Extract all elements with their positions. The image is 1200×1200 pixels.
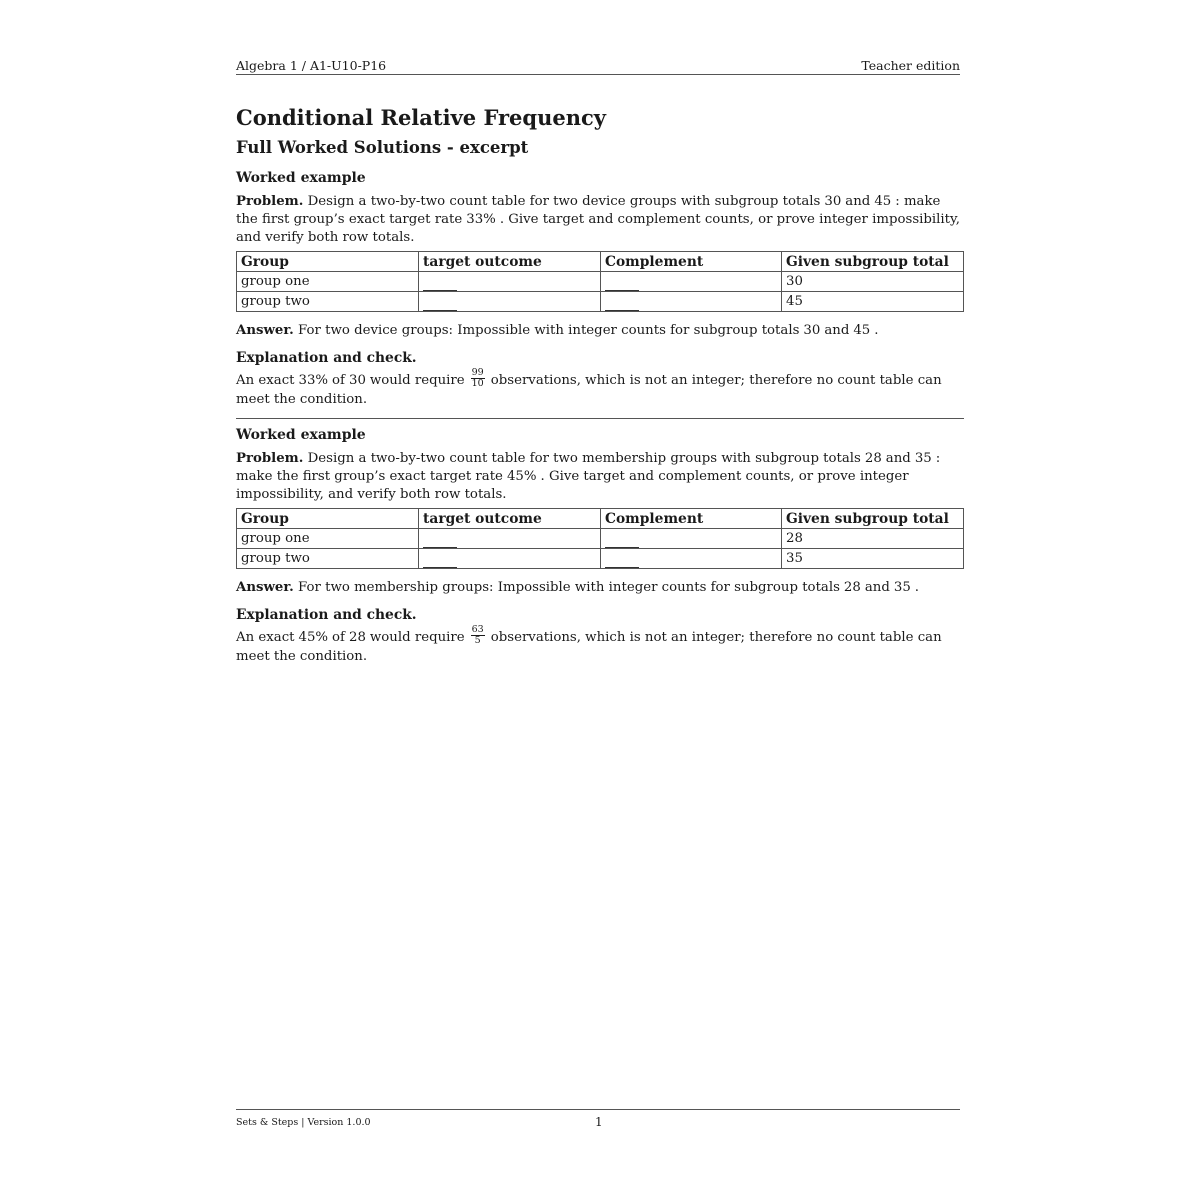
explanation-fragment: would require [369,630,465,645]
fraction [471,625,485,646]
problem-label: Problem. [236,194,304,209]
answer-blank [423,551,457,568]
explanation-fragment: An exact [236,373,295,388]
complement-cell [601,272,782,292]
target-cell [419,529,601,549]
table-header-row [237,509,964,529]
explanation-fragment: observations, which is not an integer; therefore no count table can meet the condition. [236,373,942,407]
total-b: 35 [893,580,911,595]
target-rate: 33% [466,212,496,227]
answer-blank [605,551,639,568]
total-a: 30 [803,323,821,338]
total-cell: 30 [782,272,964,292]
table-row [237,549,964,569]
answer-blank [423,274,457,291]
target-cell [419,292,601,312]
total-value: 28 [348,630,366,645]
answer-label: Answer. [236,323,294,338]
answer-blank [605,531,639,548]
explanation-fragment: of [332,373,345,388]
explanation-fragment: observations, which is not an integer; therefore no count table can meet the condition. [236,630,942,664]
target-cell [419,272,601,292]
fraction-denominator: 5 [474,635,481,646]
explanation-fragment: An exact [236,630,295,645]
and-word: and [845,194,871,209]
explanation-fragment: of [332,630,345,645]
answer-text: For two device groups: Impossible with integer counts for subgroup totals [298,323,800,338]
total-b: 45 [853,323,871,338]
count-table [236,508,964,569]
explanation-heading: Explanation and check. [236,607,417,623]
complement-cell [601,549,782,569]
target-rate: 45% [506,469,537,484]
answer-blank [605,294,639,311]
column-header: Group [237,252,419,272]
answer-blank [423,531,457,548]
answer-text: For two membership groups: Impossible with integer counts for subgroup totals [298,580,840,595]
problem-text: : make the first group’s exact target rate [236,194,941,227]
edition-label: Teacher edition [861,58,960,73]
group-cell: group one [237,529,419,549]
running-header [236,58,960,75]
total-b: 35 [914,451,932,466]
column-header: Complement [601,509,782,529]
fraction-numerator: 63 [471,624,484,635]
worked-example-1 [236,168,964,409]
explanation-text [236,624,964,666]
example-heading: Worked example [236,170,366,186]
group-cell: group one [237,272,419,292]
total-cell: 45 [782,292,964,312]
answer-blank [423,294,457,311]
fraction [471,368,485,389]
explanation-fragment: would require [369,373,465,388]
and-word: and [824,323,850,338]
rate-value: 45% [298,630,329,645]
main-content [236,105,964,666]
worked-example-2 [236,425,964,666]
problem-text: Design a two-by-two count table for two membership groups with subgroup totals [307,451,861,466]
running-footer [236,1109,960,1129]
table-row [237,292,964,312]
section-divider [236,418,964,419]
answer-line: Answer. For two membership groups: Impossible with integer counts for subgroup totals 28 and 35 . [236,580,920,595]
and-word: and [864,580,890,595]
and-word: and [885,451,911,466]
explanation-heading: Explanation and check. [236,350,417,366]
group-cell: group two [237,549,419,569]
page-title: Conditional Relative Frequency [236,105,606,130]
problem-label: Problem. [236,451,304,466]
page-subtitle: Full Worked Solutions - excerpt [236,138,529,157]
column-header: target outcome [419,509,601,529]
table-header-row [237,252,964,272]
total-cell: 28 [782,529,964,549]
column-header: Given subgroup total [782,509,964,529]
fraction-denominator: 10 [471,378,484,389]
total-a: 28 [864,451,882,466]
answer-label: Answer. [236,580,294,595]
footer-version: Sets & Steps | Version 1.0.0 [236,1117,371,1128]
table-row [237,529,964,549]
problem-text: . Give target and complement counts, or prove integer impossibility, and verify both row totals. [236,212,960,245]
example-heading: Worked example [236,427,366,443]
count-table [236,251,964,312]
column-header: Complement [601,252,782,272]
complement-cell [601,529,782,549]
fraction-numerator: 99 [471,367,484,378]
total-value: 30 [348,373,366,388]
group-cell: group two [237,292,419,312]
complement-cell [601,292,782,312]
problem-statement [236,450,964,504]
answer-line: Answer. For two device groups: Impossible with integer counts for subgroup totals 30 and 45 . [236,323,879,338]
total-a: 28 [843,580,861,595]
answer-blank [605,274,639,291]
course-code: Algebra 1 / A1-U10-P16 [236,58,387,73]
table-row [237,272,964,292]
column-header: Group [237,509,419,529]
problem-text: . Give target and complement counts, or prove integer impossibility, and verify both row totals. [236,469,909,502]
explanation-text [236,367,964,409]
total-cell: 35 [782,549,964,569]
problem-text: : make the first group’s exact target rate [236,451,941,484]
rate-value: 33% [298,373,329,388]
total-a: 30 [824,194,842,209]
page-number: 1 [595,1115,603,1129]
problem-text: Design a two-by-two count table for two device groups with subgroup totals [307,194,821,209]
column-header: target outcome [419,252,601,272]
problem-statement [236,193,964,247]
target-cell [419,549,601,569]
column-header: Given subgroup total [782,252,964,272]
total-b: 45 [874,194,892,209]
